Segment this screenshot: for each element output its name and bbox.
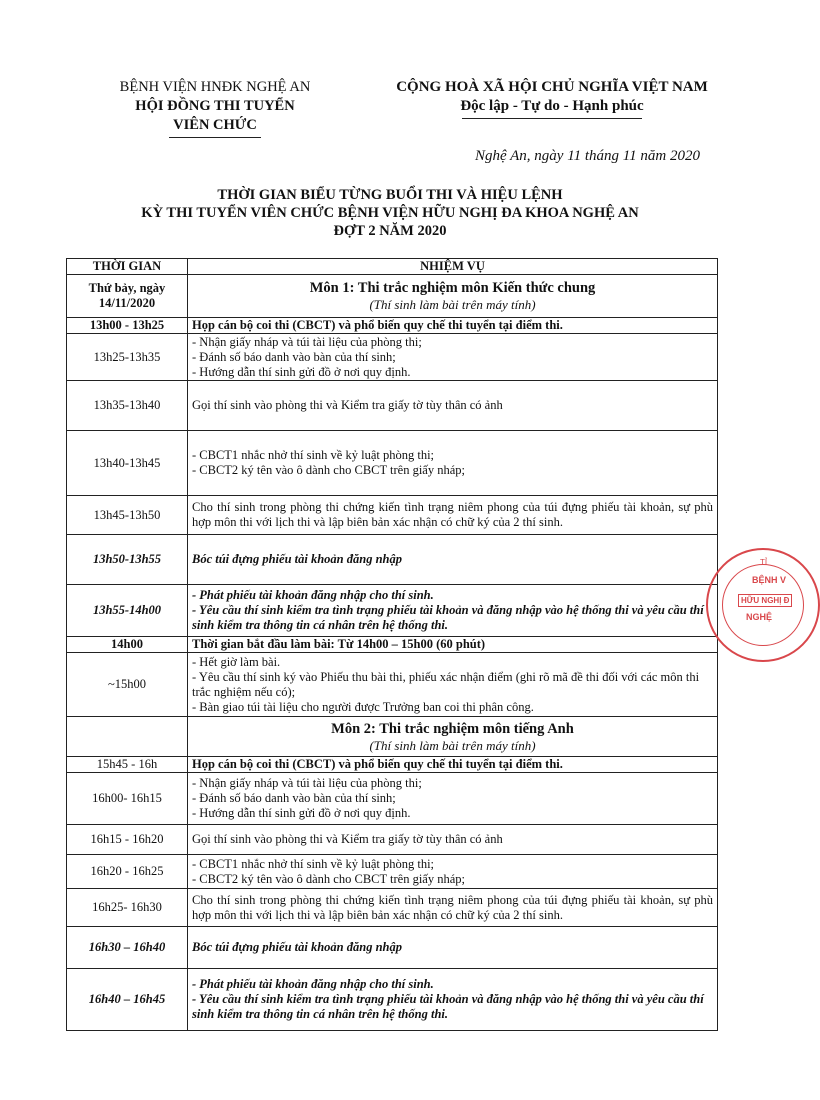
row-task [188,773,718,825]
table-row [67,825,718,855]
seal-text-3: NGHỆ [746,612,773,622]
seal-text-2: HỮU NGHỊ Đ [738,594,792,607]
row-time: 16h25- 16h30 [67,889,188,927]
dateline: Nghệ An, ngày 11 tháng 11 năm 2020 [475,148,700,164]
row-task [188,855,718,889]
table-row [67,381,718,431]
row-task: Gọi thí sinh vào phòng thi và Kiểm tra giấy tờ tùy thân có ảnh [188,381,718,431]
task-line: - Bàn giao túi tài liệu cho người được Trưởng ban coi thi phân công. [192,699,534,714]
row-time: 13h45-13h50 [67,496,188,535]
nation-name: CỘNG HOÀ XÃ HỘI CHỦ NGHĨA VIỆT NAM [396,79,708,95]
table-row [67,757,718,773]
task-line: - Đánh số báo danh vào bàn của thí sinh; [192,349,396,364]
row-task [188,585,718,637]
table-row [67,855,718,889]
table-row [67,585,718,637]
row-time: 16h20 - 16h25 [67,855,188,889]
row-task [188,431,718,496]
row-task [188,969,718,1031]
row-time: 16h00- 16h15 [67,773,188,825]
row-task [188,334,718,381]
official-seal [706,548,820,662]
table-row [67,653,718,717]
task-line: - Hướng dẫn thí sinh gửi đồ ở nơi quy định. [192,364,411,379]
row-task: Gọi thí sinh vào phòng thi và Kiểm tra giấy tờ tùy thân có ảnh [188,825,718,855]
row-time: 16h15 - 16h20 [67,825,188,855]
header-right [392,78,712,119]
row-time: 13h25-13h35 [67,334,188,381]
council-name-1: HỘI ĐỒNG THI TUYỂN [135,98,295,114]
title-line-1: THỜI GIAN BIỂU TỪNG BUỔI THI VÀ HIỆU LỆNH [217,187,563,203]
task-line: - Phát phiếu tài khoản đăng nhập cho thí sinh. [192,977,434,991]
seal-top-text: TỈ [760,558,768,567]
spacer-cell [67,717,188,757]
table-header-row [67,259,718,275]
header-left-underline [169,137,261,138]
task-line: - CBCT2 ký tên vào ô dành cho CBCT trên giấy nháp; [192,463,465,477]
council-name-2: VIÊN CHỨC [173,117,257,133]
task-line: - CBCT1 nhắc nhở thí sinh về kỷ luật phòng thi; [192,448,435,462]
subject-2-heading [188,717,718,757]
task-line: - CBCT2 ký tên vào ô dành cho CBCT trên giấy nháp; [192,871,465,886]
table-row [67,969,718,1031]
task-line: - Nhận giấy nháp và túi tài liệu của phòng thi; [192,334,422,349]
row-time: 13h40-13h45 [67,431,188,496]
row-time: ~15h00 [67,653,188,717]
task-line: - Đánh số báo danh vào bàn của thí sinh; [192,791,396,805]
task-line: - Hướng dẫn thí sinh gửi đồ ở nơi quy định. [192,806,411,820]
row-task [188,653,718,717]
header-left [100,78,330,138]
motto: Độc lập - Tự do - Hạnh phúc [460,98,644,114]
table-row [67,334,718,381]
row-task: Họp cán bộ coi thi (CBCT) và phổ biến quy chế thi tuyển tại điểm thi. [188,318,718,334]
title-line-2: KỲ THI TUYỂN VIÊN CHỨC BỆNH VIỆN HỮU NGHỊ ĐA KHOA NGHỆ AN [141,205,639,221]
task-line: - Nhận giấy nháp và túi tài liệu của phòng thi; [192,776,422,790]
title-line-3: ĐỢT 2 NĂM 2020 [333,223,447,239]
table-row [67,717,718,757]
task-line: - Yêu cầu thí sinh kiểm tra tình trạng phiếu tài khoản và đăng nhập vào hệ thống thi và yêu cầu thí sinh kiểm tra thông tin cá nhân trên hệ thống thi. [192,603,704,632]
motto-underline [462,118,642,119]
row-time: 13h50-13h55 [67,535,188,585]
row-task: Bóc túi đựng phiếu tài khoản đăng nhập [188,535,718,585]
row-task: Thời gian bắt đầu làm bài: Từ 14h00 – 15h00 (60 phút) [188,637,718,653]
col-header-time: THỜI GIAN [67,259,188,275]
table-row [67,535,718,585]
subject-1-heading [188,275,718,318]
table-row [67,318,718,334]
row-time: 13h00 - 13h25 [67,318,188,334]
table-row [67,431,718,496]
table-row [67,637,718,653]
subject-1-sub: (Thí sinh làm bài trên máy tính) [369,297,536,312]
hospital-name: BỆNH VIỆN HNĐK NGHỆ AN [119,79,311,95]
col-header-task: NHIỆM VỤ [188,259,718,275]
table-row [67,889,718,927]
task-line: - Yêu cầu thí sinh ký vào Phiếu thu bài thi, phiếu xác nhận điểm (ghi rõ mã đề thi đối với các môn thi trắc nghiệm nếu có); [192,669,700,699]
row-time: 16h40 – 16h45 [67,969,188,1031]
task-line: - Phát phiếu tài khoản đăng nhập cho thí sinh. [192,588,434,602]
table-row [67,275,718,318]
task-line: - Hết giờ làm bài. [192,654,281,669]
document-title [60,186,720,240]
table-row [67,773,718,825]
task-line: - CBCT1 nhắc nhở thí sinh về kỷ luật phòng thi; [192,856,435,871]
row-task: Cho thí sinh trong phòng thi chứng kiến tình trạng niêm phong của túi đựng phiếu tài khoản, sự phù hợp môn thi với lịch thi và lập biên bản xác nhận có chữ ký của 2 thí sinh. [188,889,718,927]
subject-2-title: Môn 2: Thi trắc nghiệm môn tiếng Anh [331,720,574,737]
subject-2-sub: (Thí sinh làm bài trên máy tính) [369,737,536,753]
table-row [67,927,718,969]
row-time: 16h30 – 16h40 [67,927,188,969]
row-time: 14h00 [67,637,188,653]
task-line: - Yêu cầu thí sinh kiểm tra tình trạng phiếu tài khoản và đăng nhập vào hệ thống thi và yêu cầu thí sinh kiểm tra thông tin cá nhân trên hệ thống thi. [192,992,704,1021]
day-label: Thứ bảy, ngày 14/11/2020 [67,275,188,318]
seal-text-1: BỆNH V [752,575,787,585]
row-time: 13h35-13h40 [67,381,188,431]
schedule-table [66,258,718,1031]
row-task: Họp cán bộ coi thi (CBCT) và phổ biến quy chế thi tuyển tại điểm thi. [188,757,718,773]
table-row [67,496,718,535]
row-task: Bóc túi đựng phiếu tài khoản đăng nhập [188,927,718,969]
row-time: 15h45 - 16h [67,757,188,773]
row-task: Cho thí sinh trong phòng thi chứng kiến tình trạng niêm phong của túi đựng phiếu tài khoản, sự phù hợp môn thi với lịch thi và lập biên bản xác nhận có chữ ký của 2 thí sinh. [188,496,718,535]
row-time: 13h55-14h00 [67,585,188,637]
subject-1-title: Môn 1: Thi trắc nghiệm môn Kiến thức chung [309,280,596,296]
